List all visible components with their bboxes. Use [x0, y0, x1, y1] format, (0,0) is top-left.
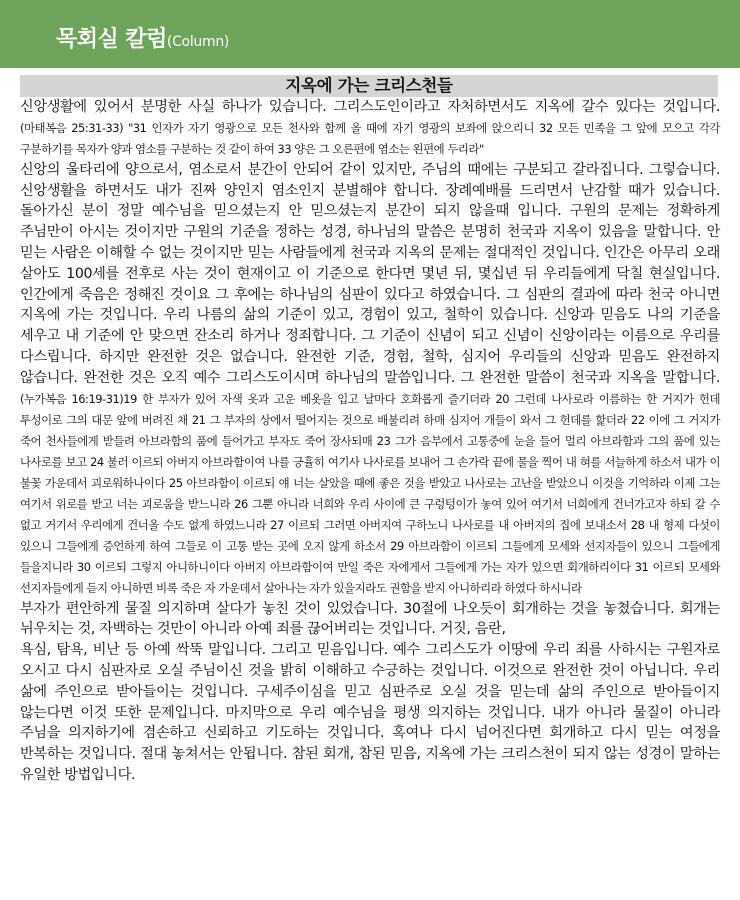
paragraph-body [20, 160, 720, 599]
header-banner [0, 0, 740, 68]
column-subtitle: (Column) [166, 34, 230, 50]
article-title: 지옥에 가는 크리스천들 [20, 75, 718, 97]
scripture-quote-luke: (누가복음 16:19-31)19 한 부자가 있어 자색 옷과 고운 베옷을 입고 날마다 호화롭게 즐기더라 20 그런데 나사로라 이름하는 한 거지가 헌데 투성이로 그의 대문 앞에 버려진 채 21 그 부자의 상에서 떨어지는 것으로 배불리려 하매 심지어 개들이 와서 그 헌데를 핥더라 22 이에 그 거지가 죽어 천사들에게 받들려 아브라함의 품에 들어가고 부자도 죽어 장사되매 23 그가 음부에서 고통중에 눈을 들어 멀리 아브라함과 그의 품에 있는 나사로를 보고 24 불러 이르되 아버지 아브라함이여 나를 긍휼히 여기사 나사로를 보내어 그 손가락 끝에 물을 찍어 내 혀를 서늘하게 하소서 내가 이 불꽃 가운데서 괴로워하나이다 25 아브라함이 이르되 얘 너는 살았을 때에 좋은 것을 받았고 나사로는 고난을 받았으니 이것을 기억하라 이제 그는 여기서 위로를 받고 너는 괴로움을 받느니라 26 그뿐 아니라 너희와 우리 사이에 큰 구렁텅이가 놓여 있어 여기서 너희에게 건너가고자 하되 갈 수 없고 거기서 우리에게 건너올 수도 없게 하였느니라 27 이르되 그러면 아버지여 구하노니 나사로를 내 아버지의 집에 보내소서 28 내 형제 다섯이 있으니 그들에게 증언하게 하여 그들로 이 고통 받는 곳에 오지 않게 하소서 29 아브라함이 이르되 그들에게 모세와 선지자들이 있으니 그들에게 들을지니라 30 이르되 그렇지 아니하니이다 아버지 아브라함이여 만일 죽은 자에게서 그들에게 가는 자가 있으면 회개하리이다 31 이르되 모세와 선지자들에게 듣지 아니하면 비록 죽은 자 가운데서 살아나는 자가 있을지라도 권함을 받지 아니하리라 하였다 하시니라 [20, 391, 720, 595]
paragraph-intro [20, 97, 720, 160]
intro-text: 신앙생활에 있어서 분명한 사실 하나가 있습니다. 그리스도인이라고 자처하면서도 지옥에 갈수 있다는 것입니다. [20, 99, 720, 115]
article [20, 75, 720, 786]
column-title [56, 22, 229, 53]
paragraph-conclusion-first-line: 부자가 편안하게 물질 의지하며 살다가 놓친 것이 있었습니다. 30절에 나오듯이 회개하는 것을 놓쳤습니다. 회개는 뉘우치는 것, 자백하는 것만이 아니라 아예 죄를 끊어버리는 것입니다. 거짓, 음란, [20, 600, 720, 638]
paragraph-conclusion: 욕심, 탐욕, 비난 등 아예 싹뚝 말입니다. 그리고 믿음입니다. 예수 그리스도가 이땅에 우리 죄를 사하시는 구원자로 오시고 다시 심판자로 오실 주님이신 것을 밝히 이해하고 수긍하는 것입니다. 이것으로 완전한 것이 아닙니다. 우리 삶에 주인으로 받아들이는 것입니다. 구세주이심을 믿고 심판주로 오실 것을 믿는데 삶의 주인으로 받아들이지 않는다면 이것 또한 문제입니다. 마지막으로 우리 예수님을 평생 의지하는 것입니다. 내가 아니라 물질이 아니라 주님을 의지하기에 겸손하고 신뢰하고 기도하는 것입니다. 혹여나 다시 넘어진다면 회개하고 다시 믿는 여정을 반복하는 것입니다. 절대 놓쳐서는 안됩니다. 참된 회개, 참된 믿음, 지옥에 가는 크리스천이 되지 않는 성경이 말하는 유일한 방법입니다. [20, 642, 720, 783]
column-title-text: 목회실 칼럼 [56, 27, 167, 52]
scripture-quote-matthew: (마태복음 25:31-33) "31 인자가 자기 영광으로 모든 천사와 함께 올 때에 자기 영광의 보좌에 앉으리니 32 모든 민족을 그 앞에 모으고 각각 구분하기를 목자가 양과 염소를 구분하는 것 같이 하여 33 양은 그 오른편에 염소는 왼편에 두리라" [20, 120, 720, 156]
body-text: 신앙의 울타리에 양으로서, 염소로서 분간이 안되어 같이 있지만, 주님의 때에는 구분되고 갈라집니다. 그렇습니다. 신앙생활을 하면서도 내가 진짜 양인지 염소인지 분별해야 합니다. 장례예배를 드리면서 난감할 때가 있습니다. 돌아가신 분이 정말 예수님을 믿으셨는지 안 믿으셨는지 분간이 되지 않을때 입니다. 구원의 문제는 정확하게 주님만이 아시는 것이지만 구원의 기준을 정하는 성경, 하나님의 말씀은 분명히 천국과 지옥이 있음을 말합니다. 안 믿는 사람은 이해할 수 없는 것이지만 믿는 사람들에게 천국과 지옥의 문제는 절대적인 것입니다. 인간은 아무리 오래 살아도 100세를 전후로 사는 것이 현재이고 이 기준으로 한다면 몇년 뒤, 몇십년 뒤 우리들에게 닥칠 현실입니다. 인간에게 죽음은 정해진 것이요 그 후에는 하나님의 심판이 있다고 하였습니다. 그 심판의 결과에 따라 천국 아니면 지옥에 가는 것입니다. 우리 나름의 삶의 기준이 있고, 경험이 있고, 철학이 있습니다. 신앙과 믿음도 나의 기준을 세우고 내 기준에 안 맞으면 잔소리 하거나 정죄합니다. 그 기준이 신념이 되고 신념이 신앙이라는 이름으로 우리를 다스립니다. 하지만 완전한 것은 없습니다. 완전한 기준, 경험, 철학, 심지어 우리들의 신앙과 믿음도 완전하지 않습니다. 완전한 것은 오직 예수 그리스도이시며 하나님의 말씀입니다. 그 완전한 말씀이 천국과 지옥을 말합니다. [20, 161, 720, 386]
